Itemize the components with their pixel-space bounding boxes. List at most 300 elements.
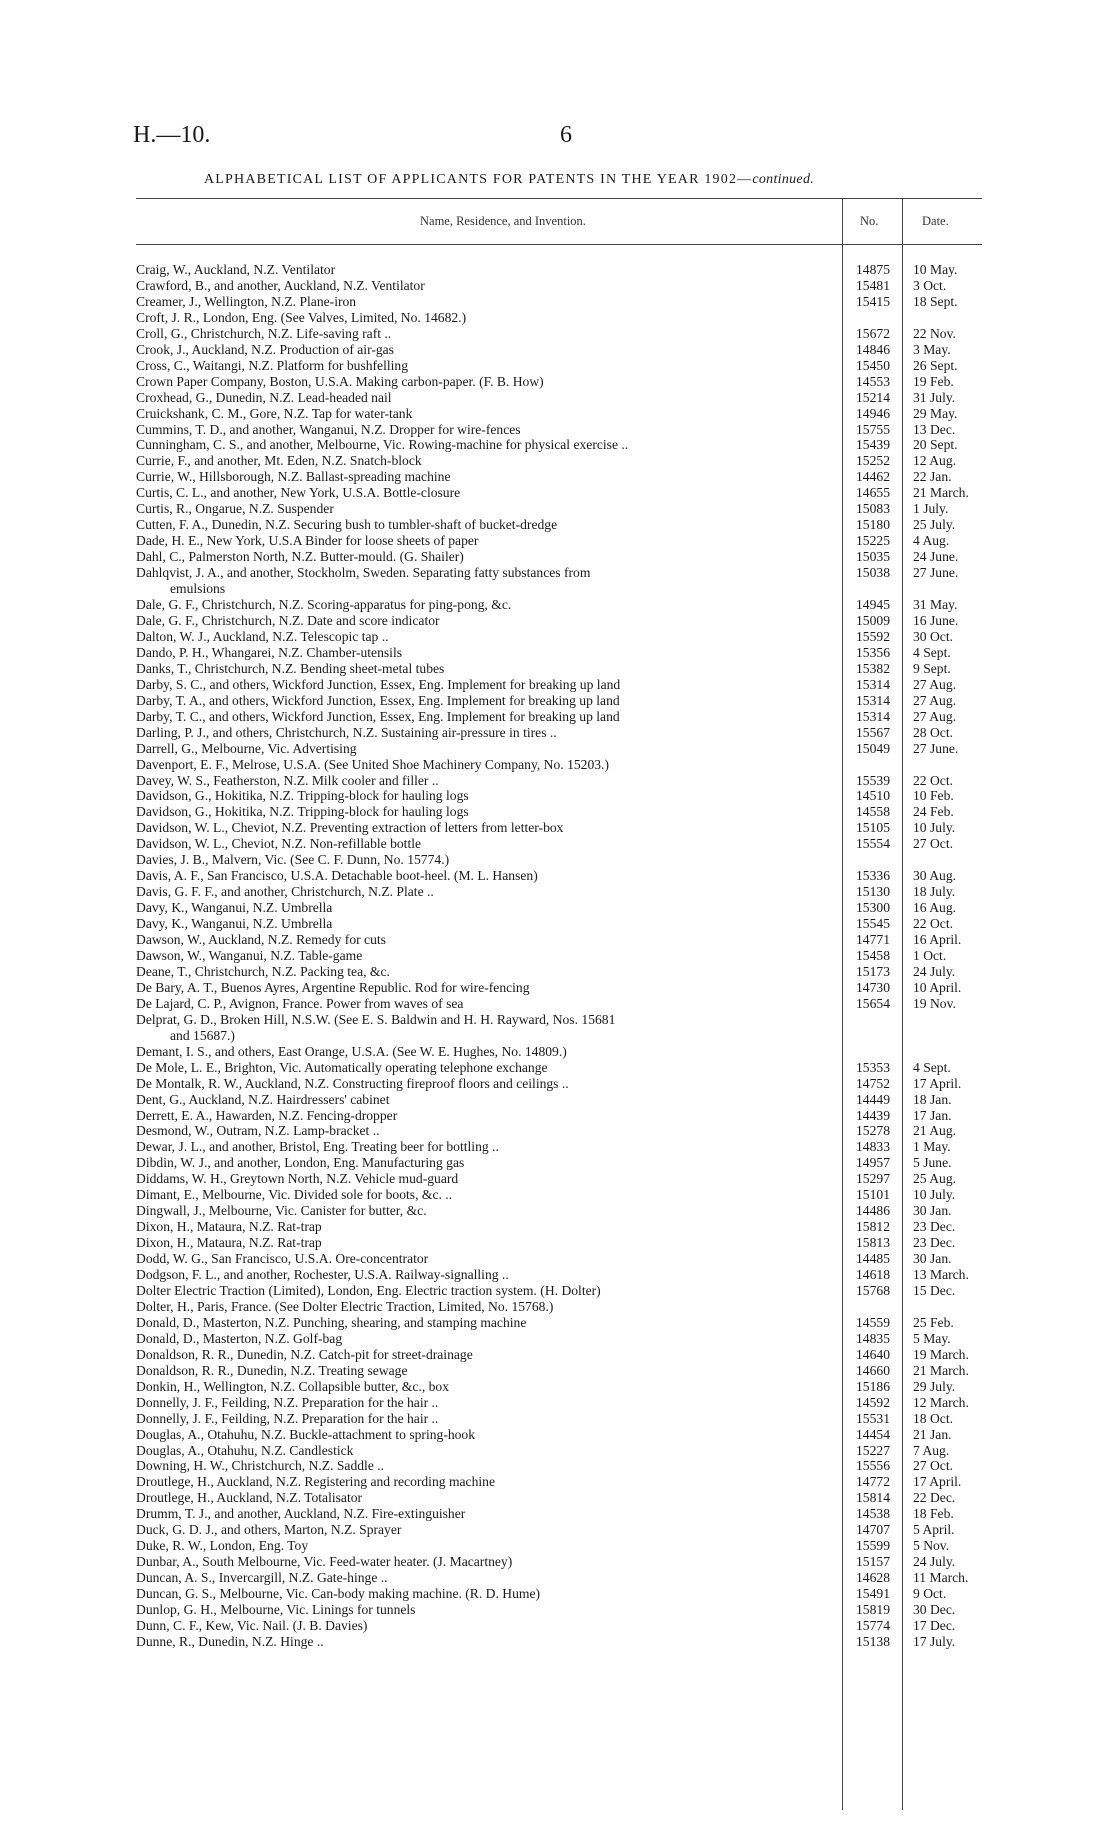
applicant-entry	[136, 326, 826, 342]
patent-number: 14462	[856, 469, 890, 485]
patent-number: 15138	[856, 1633, 890, 1649]
table-row	[0, 1570, 1114, 1586]
applicant-text: Davy, K., Wanganui, N.Z. Umbrella	[136, 900, 336, 915]
applicant-entry	[136, 1092, 826, 1108]
application-date: 23 Dec.	[913, 1219, 956, 1235]
application-date: 10 Feb.	[913, 788, 954, 804]
applicant-text: Davey, W. S., Featherston, N.Z. Milk cooler and filler ..	[136, 773, 443, 788]
table-row	[0, 948, 1114, 964]
application-date: 29 July.	[913, 1378, 956, 1394]
table-row	[0, 1219, 1114, 1235]
patent-number: 14730	[856, 979, 890, 995]
application-date: 20 Sept.	[913, 437, 958, 453]
applicant-entry	[136, 1586, 826, 1602]
application-date: 27 June.	[913, 565, 959, 581]
applicant-entry	[136, 1602, 826, 1618]
patent-number: 15415	[856, 293, 890, 309]
applicant-text: Douglas, A., Otahuhu, N.Z. Candlestick	[136, 1443, 357, 1458]
application-date: 27 Aug.	[913, 676, 957, 692]
patent-number: 15314	[856, 708, 890, 724]
patent-number: 14640	[856, 1346, 890, 1362]
applicant-text: Dunn, C. F., Kew, Vic. Nail. (J. B. Davies)	[136, 1618, 371, 1633]
table-row	[0, 549, 1114, 565]
patent-number: 14772	[856, 1474, 890, 1490]
patent-number: 15180	[856, 517, 890, 533]
table-row	[0, 852, 1114, 868]
patent-number: 15035	[856, 549, 890, 565]
applicant-entry	[136, 900, 826, 916]
page-title	[204, 172, 964, 188]
patent-number: 14957	[856, 1155, 890, 1171]
table-row	[0, 310, 1114, 326]
applicant-entry	[136, 996, 826, 1012]
application-date: 1 May.	[913, 1139, 951, 1155]
applicant-text: Croft, J. R., London, Eng. (See Valves, Limited, No. 14682.)	[136, 310, 470, 325]
applicant-entry	[136, 1219, 826, 1235]
application-date: 12 Aug.	[913, 453, 957, 469]
applicant-entry	[136, 1411, 826, 1427]
applicant-entry	[136, 932, 826, 948]
application-date: 5 June.	[913, 1155, 952, 1171]
patent-number: 15812	[856, 1219, 890, 1235]
applicant-text: Duncan, A. S., Invercargill, N.Z. Gate-hinge ..	[136, 1570, 392, 1585]
applicant-text: Donkin, H., Wellington, N.Z. Collapsible butter, &c., box	[136, 1379, 453, 1394]
table-row	[0, 1028, 1114, 1044]
page-title-text: ALPHABETICAL LIST OF APPLICANTS FOR PATENTS IN THE YEAR 1902—	[204, 172, 753, 187]
applicant-entry	[136, 1139, 826, 1155]
table-row	[0, 932, 1114, 948]
application-date: 24 July.	[913, 1554, 956, 1570]
table-row	[0, 1554, 1114, 1570]
patent-number: 15300	[856, 900, 890, 916]
patent-number: 15545	[856, 916, 890, 932]
document-code: H.—10.	[133, 122, 211, 148]
table-row	[0, 1060, 1114, 1076]
applicant-text: Deane, T., Christchurch, N.Z. Packing tea, &c.	[136, 964, 394, 979]
patent-number: 14553	[856, 373, 890, 389]
patent-number: 15819	[856, 1602, 890, 1618]
column-header-date: Date.	[922, 214, 949, 228]
applicant-entry	[136, 948, 826, 964]
applicant-text: Drumm, T. J., and another, Auckland, N.Z. Fire-extinguisher	[136, 1506, 469, 1521]
applicant-text: Dahlqvist, J. A., and another, Stockholm, Sweden. Separating fatty substances from	[136, 565, 594, 580]
application-date: 17 July.	[913, 1633, 956, 1649]
table-row	[0, 1235, 1114, 1251]
applicant-text: Duck, G. D. J., and others, Marton, N.Z. Sprayer	[136, 1522, 405, 1537]
applicant-entry	[136, 1299, 826, 1315]
application-date: 9 Sept.	[913, 660, 951, 676]
applicant-entry	[136, 1554, 826, 1570]
patent-number: 14559	[856, 1314, 890, 1330]
application-date: 4 Sept.	[913, 1059, 951, 1075]
table-row	[0, 964, 1114, 980]
table-row	[0, 1076, 1114, 1092]
table-row	[0, 565, 1114, 581]
application-date: 24 July.	[913, 963, 956, 979]
applicant-text: Davis, G. F. F., and another, Christchurch, N.Z. Plate ..	[136, 884, 438, 899]
table-row	[0, 613, 1114, 629]
applicant-text: Crawford, B., and another, Auckland, N.Z. Ventilator	[136, 278, 429, 293]
applicant-entry	[136, 1060, 826, 1076]
applicant-text: Desmond, W., Outram, N.Z. Lamp-bracket ..	[136, 1123, 384, 1138]
applicant-text: Croxhead, G., Dunedin, N.Z. Lead-headed nail	[136, 390, 396, 405]
applicant-text: Davidson, W. L., Cheviot, N.Z. Non-refillable bottle	[136, 836, 425, 851]
applicant-text: Davies, J. B., Malvern, Vic. (See C. F. Dunn, No. 15774.)	[136, 852, 453, 867]
applicant-entry	[136, 709, 826, 725]
patent-number: 14485	[856, 1251, 890, 1267]
application-date: 23 Dec.	[913, 1235, 956, 1251]
applicant-text: Donald, D., Masterton, N.Z. Golf-bag	[136, 1331, 346, 1346]
applicant-entry	[136, 868, 826, 884]
table-row	[0, 1299, 1114, 1315]
application-date: 7 Aug.	[913, 1442, 950, 1458]
applicant-text: and 15687.)	[170, 1028, 239, 1043]
applicant-text: Dodgson, F. L., and another, Rochester, U.S.A. Railway-signalling ..	[136, 1267, 513, 1282]
application-date: 21 Jan.	[913, 1426, 952, 1442]
applicant-entry	[136, 757, 826, 773]
table-row	[0, 278, 1114, 294]
application-date: 1 July.	[913, 501, 949, 517]
applicant-entry	[136, 1379, 826, 1395]
application-date: 10 April.	[913, 979, 962, 995]
applicant-text: Creamer, J., Wellington, N.Z. Plane-iron	[136, 294, 360, 309]
patent-number: 15297	[856, 1171, 890, 1187]
application-date: 13 March.	[913, 1267, 969, 1283]
applicant-text: Craig, W., Auckland, N.Z. Ventilator	[136, 262, 339, 277]
applicant-entry	[136, 597, 826, 613]
table-row	[0, 390, 1114, 406]
application-date: 13 Dec.	[913, 421, 956, 437]
applicant-text: Diddams, W. H., Greytown North, N.Z. Vehicle mud-guard	[136, 1171, 462, 1186]
applicant-text: Donaldson, R. R., Dunedin, N.Z. Treating sewage	[136, 1363, 411, 1378]
table-row	[0, 1123, 1114, 1139]
applicant-entry	[136, 310, 826, 326]
table-row	[0, 453, 1114, 469]
table-row	[0, 294, 1114, 310]
application-date: 5 Nov.	[913, 1538, 950, 1554]
applicant-text: Dunlop, G. H., Melbourne, Vic. Linings for tunnels	[136, 1602, 419, 1617]
application-date: 31 July.	[913, 389, 956, 405]
patent-number: 14771	[856, 932, 890, 948]
application-date: 16 June.	[913, 612, 959, 628]
patent-number: 15599	[856, 1538, 890, 1554]
applicant-entry	[136, 1506, 826, 1522]
applicant-entry	[136, 1570, 826, 1586]
patent-number: 15567	[856, 724, 890, 740]
applicant-text: Curtis, C. L., and another, New York, U.S.A. Bottle-closure	[136, 485, 464, 500]
applicant-entry	[136, 1347, 826, 1363]
applicant-entry	[136, 1187, 826, 1203]
table-row	[0, 820, 1114, 836]
patent-number: 15450	[856, 357, 890, 373]
applicant-text: Dixon, H., Mataura, N.Z. Rat-trap	[136, 1219, 326, 1234]
table-row	[0, 485, 1114, 501]
applicant-entry	[136, 1618, 826, 1634]
applicant-entry	[136, 677, 826, 693]
applicant-text: Dimant, E., Melbourne, Vic. Divided sole for boots, &c. ..	[136, 1187, 456, 1202]
applicant-entry	[136, 358, 826, 374]
applicant-entry	[136, 964, 826, 980]
patent-number: 15227	[856, 1442, 890, 1458]
applicant-entry	[136, 501, 826, 517]
patent-number: 15554	[856, 836, 890, 852]
table-row	[0, 1586, 1114, 1602]
patent-number: 15038	[856, 565, 890, 581]
table-row	[0, 501, 1114, 517]
patent-number: 15173	[856, 963, 890, 979]
application-date: 11 March.	[913, 1570, 969, 1586]
applicant-entry	[136, 1171, 826, 1187]
table-row	[0, 1427, 1114, 1443]
application-date: 17 Jan.	[913, 1107, 952, 1123]
applicant-entry	[136, 773, 826, 789]
application-date: 10 May.	[913, 262, 958, 277]
applicant-text: Davidson, W. L., Cheviot, N.Z. Preventing extraction of letters from letter-box	[136, 820, 567, 835]
patent-number: 14618	[856, 1267, 890, 1283]
applicant-entry	[136, 852, 826, 868]
patent-number: 15439	[856, 437, 890, 453]
applicant-entry	[136, 661, 826, 677]
table-row	[0, 996, 1114, 1012]
applicant-text: Davy, K., Wanganui, N.Z. Umbrella	[136, 916, 336, 931]
patent-number: 15186	[856, 1378, 890, 1394]
applicant-entry	[170, 1028, 860, 1044]
patent-number: 15009	[856, 612, 890, 628]
patent-number: 15049	[856, 740, 890, 756]
table-row	[0, 868, 1114, 884]
table-row	[0, 629, 1114, 645]
application-date: 5 May.	[913, 1330, 951, 1346]
applicant-text: Darrell, G., Melbourne, Vic. Advertising	[136, 741, 361, 756]
applicant-entry	[136, 390, 826, 406]
applicant-text: Currie, F., and another, Mt. Eden, N.Z. Snatch-block	[136, 453, 426, 468]
application-date: 5 April.	[913, 1522, 955, 1538]
table-row	[0, 406, 1114, 422]
applicant-entry	[136, 1076, 826, 1092]
table-row	[0, 1092, 1114, 1108]
application-date: 27 Aug.	[913, 692, 957, 708]
application-date: 22 Oct.	[913, 916, 954, 932]
applicant-entry	[136, 1395, 826, 1411]
application-date: 19 March.	[913, 1346, 969, 1362]
table-row	[0, 597, 1114, 613]
table-row	[0, 1347, 1114, 1363]
applicant-text: Darby, T. C., and others, Wickford Junction, Essex, Eng. Implement for breaking up land	[136, 709, 624, 724]
table-row	[0, 693, 1114, 709]
application-date: 22 Oct.	[913, 772, 954, 788]
applicant-text: Douglas, A., Otahuhu, N.Z. Buckle-attachment to spring-hook	[136, 1427, 479, 1442]
table-row	[0, 1443, 1114, 1459]
patent-number: 15225	[856, 533, 890, 549]
application-date: 21 March.	[913, 1362, 969, 1378]
application-date: 1 Oct.	[913, 947, 947, 963]
application-date: 4 Aug.	[913, 533, 950, 549]
applicant-entry	[136, 1235, 826, 1251]
patent-number: 15755	[856, 421, 890, 437]
patent-number: 15252	[856, 453, 890, 469]
table-row	[0, 884, 1114, 900]
table-header-rule	[136, 244, 982, 245]
patent-number: 14655	[856, 485, 890, 501]
application-date: 27 Oct.	[913, 1458, 954, 1474]
application-date: 30 Aug.	[913, 868, 957, 884]
application-date: 25 Aug.	[913, 1171, 957, 1187]
patent-number: 14628	[856, 1570, 890, 1586]
applicant-text: Dodd, W. G., San Francisco, U.S.A. Ore-concentrator	[136, 1251, 432, 1266]
application-date: 30 Jan.	[913, 1203, 952, 1219]
applicant-text: Donaldson, R. R., Dunedin, N.Z. Catch-pit for street-drainage	[136, 1347, 477, 1362]
applicant-entry	[136, 533, 826, 549]
application-date: 22 Dec.	[913, 1490, 956, 1506]
applicant-entry	[136, 645, 826, 661]
applicant-text: Delprat, G. D., Broken Hill, N.S.W. (See E. S. Baldwin and H. H. Rayward, Nos. 15681	[136, 1012, 619, 1027]
table-row	[0, 773, 1114, 789]
patent-number: 15556	[856, 1458, 890, 1474]
applicant-text: Dolter, H., Paris, France. (See Dolter Electric Traction, Limited, No. 15768.)	[136, 1299, 557, 1314]
applicant-entry	[136, 916, 826, 932]
applicant-entry	[136, 741, 826, 757]
patent-number: 15314	[856, 692, 890, 708]
applicant-entry	[136, 1427, 826, 1443]
patent-number: 14660	[856, 1362, 890, 1378]
applicant-text: De Mole, L. E., Brighton, Vic. Automatically operating telephone exchange	[136, 1060, 552, 1075]
application-date: 22 Jan.	[913, 469, 952, 485]
application-date: 30 Jan.	[913, 1251, 952, 1267]
patent-number: 15458	[856, 947, 890, 963]
table-row	[0, 1139, 1114, 1155]
applicant-entry	[136, 629, 826, 645]
table-row	[0, 677, 1114, 693]
table-row	[0, 1315, 1114, 1331]
table-top-rule	[136, 198, 982, 199]
application-date: 19 Nov.	[913, 995, 956, 1011]
page-title-suffix: continued.	[752, 172, 815, 187]
applicant-text: Darby, S. C., and others, Wickford Junction, Essex, Eng. Implement for breaking up land	[136, 677, 624, 692]
application-date: 18 Oct.	[913, 1410, 954, 1426]
applicant-entry	[136, 1012, 826, 1028]
patent-number: 15214	[856, 389, 890, 405]
applicant-entry	[136, 1634, 826, 1650]
table-row	[0, 741, 1114, 757]
applicant-text: Danks, T., Christchurch, N.Z. Bending sheet-metal tubes	[136, 661, 448, 676]
applicant-text: Cross, C., Waitangi, N.Z. Platform for bushfelling	[136, 358, 412, 373]
patent-number: 15083	[856, 501, 890, 517]
applicant-text: Currie, W., Hillsborough, N.Z. Ballast-spreading machine	[136, 469, 455, 484]
application-date: 19 Feb.	[913, 373, 954, 389]
applicant-text: Donald, D., Masterton, N.Z. Punching, shearing, and stamping machine	[136, 1315, 530, 1330]
table-row	[0, 1618, 1114, 1634]
application-date: 4 Sept.	[913, 644, 951, 660]
applicant-entry	[136, 469, 826, 485]
table-row	[0, 1155, 1114, 1171]
table-row	[0, 437, 1114, 453]
application-date: 3 Oct.	[913, 277, 947, 293]
table-row	[0, 900, 1114, 916]
patent-number: 14846	[856, 341, 890, 357]
patent-number: 15531	[856, 1410, 890, 1426]
application-date: 17 Dec.	[913, 1618, 956, 1634]
patent-number: 14946	[856, 405, 890, 421]
table-row	[0, 1602, 1114, 1618]
applicant-text: Dibdin, W. J., and another, London, Eng. Manufacturing gas	[136, 1155, 468, 1170]
applicant-entry	[136, 1155, 826, 1171]
applicant-entry	[136, 613, 826, 629]
applicant-entry	[136, 342, 826, 358]
patent-number: 14510	[856, 788, 890, 804]
table-row	[0, 1379, 1114, 1395]
table-row	[0, 836, 1114, 852]
applicant-text: Dewar, J. L., and another, Bristol, Eng. Treating beer for bottling ..	[136, 1139, 503, 1154]
applicant-text: Downing, H. W., Christchurch, N.Z. Saddle ..	[136, 1458, 388, 1473]
applicant-text: Dade, H. E., New York, U.S.A Binder for loose sheets of paper	[136, 533, 482, 548]
application-date: 30 Dec.	[913, 1602, 956, 1618]
applicant-entry	[136, 1108, 826, 1124]
applicant-entry	[136, 788, 826, 804]
applicant-text: Cruickshank, C. M., Gore, N.Z. Tap for water-tank	[136, 406, 416, 421]
applicant-entry	[136, 485, 826, 501]
application-date: 28 Oct.	[913, 724, 954, 740]
applicant-entry	[136, 1458, 826, 1474]
table-row	[0, 1363, 1114, 1379]
table-row	[0, 469, 1114, 485]
patent-number: 14439	[856, 1107, 890, 1123]
applicant-entry	[136, 1267, 826, 1283]
applicant-text: Derrett, E. A., Hawarden, N.Z. Fencing-dropper	[136, 1108, 401, 1123]
patent-number: 14835	[856, 1330, 890, 1346]
applicant-text: Cummins, T. D., and another, Wanganui, N.Z. Dropper for wire-fences	[136, 422, 525, 437]
applicant-text: Droutlege, H., Auckland, N.Z. Totalisator	[136, 1490, 366, 1505]
patent-number: 15539	[856, 772, 890, 788]
table-row	[0, 1474, 1114, 1490]
application-date: 24 June.	[913, 549, 959, 565]
applicant-text: Dando, P. H., Whangarei, N.Z. Chamber-utensils	[136, 645, 406, 660]
patent-number: 14875	[856, 262, 890, 277]
application-date: 27 Aug.	[913, 708, 957, 724]
patent-number: 15353	[856, 1059, 890, 1075]
table-row	[0, 342, 1114, 358]
table-row	[0, 1490, 1114, 1506]
applicant-text: Davenport, E. F., Melrose, U.S.A. (See United Shoe Machinery Company, No. 15203.)	[136, 757, 613, 772]
page-number: 6	[560, 122, 572, 148]
table-row	[0, 1251, 1114, 1267]
table-row	[0, 422, 1114, 438]
patent-number: 14449	[856, 1091, 890, 1107]
applicant-entry	[136, 1522, 826, 1538]
table-row	[0, 980, 1114, 996]
applicant-text: Davidson, G., Hokitika, N.Z. Tripping-block for hauling logs	[136, 788, 473, 803]
applicant-entry	[136, 374, 826, 390]
application-date: 12 March.	[913, 1394, 969, 1410]
applicant-entry	[136, 693, 826, 709]
table-row	[0, 1171, 1114, 1187]
applicant-list	[0, 262, 1114, 1650]
applicant-text: Dale, G. F., Christchurch, N.Z. Date and score indicator	[136, 613, 444, 628]
applicant-entry	[136, 1123, 826, 1139]
applicant-text: Croll, G., Christchurch, N.Z. Life-saving raft ..	[136, 326, 395, 341]
table-row	[0, 1012, 1114, 1028]
applicant-text: Donnelly, J. F., Feilding, N.Z. Preparation for the hair ..	[136, 1411, 442, 1426]
applicant-entry	[136, 1315, 826, 1331]
table-row	[0, 788, 1114, 804]
table-row	[0, 645, 1114, 661]
patent-number: 15774	[856, 1618, 890, 1634]
table-row	[0, 358, 1114, 374]
patent-number: 15481	[856, 277, 890, 293]
application-date: 18 July.	[913, 884, 956, 900]
patent-number: 14707	[856, 1522, 890, 1538]
application-date: 17 April.	[913, 1474, 962, 1490]
applicant-text: Darby, T. A., and others, Wickford Junction, Essex, Eng. Implement for breaking up land	[136, 693, 624, 708]
